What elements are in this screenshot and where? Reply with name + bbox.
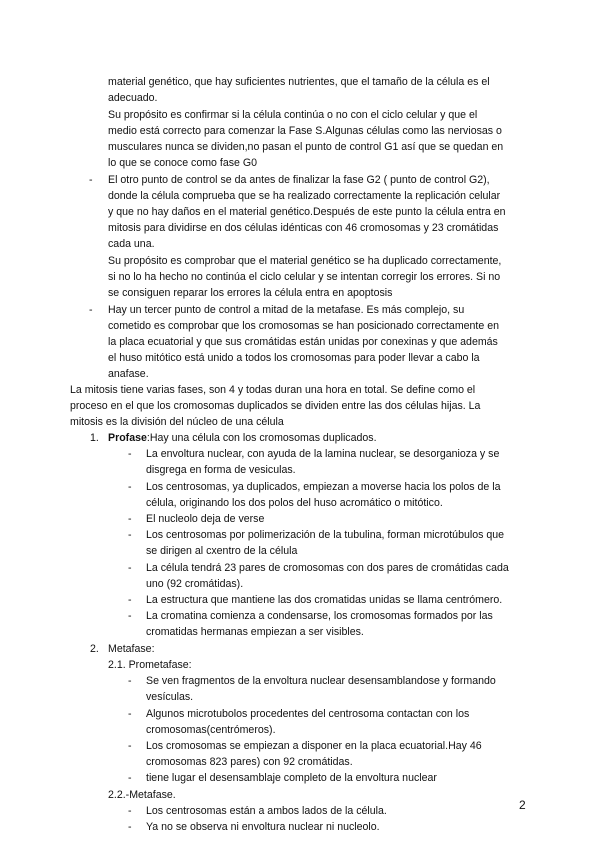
bullet-dash: - [89, 174, 93, 186]
bullet-dash: - [128, 481, 132, 493]
bullet-dash: - [128, 821, 132, 833]
bullet-dash: - [128, 805, 132, 817]
bullet-dash: - [128, 610, 132, 622]
page-number: 2 [519, 798, 526, 812]
intro-line: proceso en el que los cromosomas duplicados se dividen entre las dos células hijas. La [70, 400, 481, 412]
list-item-line: se dirigen al cxentro de la célula [146, 545, 298, 557]
list-item-line: Se ven fragmentos de la envoltura nuclear desensamblandose y formando [146, 675, 496, 687]
list-item-line: La estructura que mantiene las dos cromatidas unidas se llama centrómero. [146, 594, 503, 606]
checkpoint-line: se consiguen reparar los errores la célula entra en apoptosis [108, 287, 393, 299]
list-item-line: vesículas. [146, 691, 194, 703]
list-item-line: Algunos microtubolos procedentes del centrosoma contactan con los [146, 708, 470, 720]
checkpoint-line: el huso mitótico está unido a todos los cromosomas para poder llevar a cabo la [108, 352, 480, 364]
sub-heading: 2.2.-Metafase. [108, 789, 176, 801]
phase-title: Profase [108, 432, 147, 444]
continuation-line: material genético, que hay suficientes nutrientes, que el tamaño de la célula es el [108, 76, 490, 88]
list-item-line: cromosomas 823 pares) con 92 cromátidas. [146, 756, 353, 768]
list-item-line: célula, originando los dos polos del huso acromático o mitótico. [146, 497, 443, 509]
list-item-line: Los cromosomas se empiezan a disponer en la placa ecuatorial.Hay 46 [146, 740, 482, 752]
bullet-dash: - [128, 448, 132, 460]
bullet-dash: - [128, 594, 132, 606]
checkpoint-line: si no lo ha hecho no continúa el ciclo celular y se intentan corregir los errores. Si no [108, 271, 501, 283]
bullet-dash: - [128, 529, 132, 541]
continuation-line: lo que se conoce como fase G0 [108, 157, 257, 169]
list-item-line: La célula tendrá 23 pares de cromosomas con dos pares de cromátidas cada [146, 562, 509, 574]
bullet-dash: - [128, 562, 132, 574]
list-item-line: La cromatina comienza a condensarse, los cromosomas formados por las [146, 610, 493, 622]
checkpoint-line: El otro punto de control se da antes de finalizar la fase G2 ( punto de control G2), [108, 174, 490, 186]
checkpoint-line: cada una. [108, 238, 155, 250]
phase-description: :Hay una célula con los cromosomas duplicados. [146, 432, 377, 444]
list-item-line: Los centrosomas, ya duplicados, empiezan a moverse hacia los polos de la [146, 481, 501, 493]
list-item-line: Ya no se observa ni envoltura nuclear ni nucleolo. [146, 821, 380, 833]
bullet-dash: - [128, 675, 132, 687]
list-item-line: Los centrosomas están a ambos lados de la célula. [146, 805, 387, 817]
phase-heading: Metafase: [108, 643, 155, 655]
bullet-dash: - [128, 772, 132, 784]
sub-heading: 2.1. Prometafase: [108, 659, 192, 671]
checkpoint-line: y que no hay daños en el material genético.Después de este punto la célula entra en [108, 206, 506, 218]
checkpoint-line: anafase. [108, 368, 149, 380]
continuation-line: musculares nunca se dividen,no pasan el punto de control G1 así que se quedan en [108, 141, 504, 153]
phase-heading [108, 430, 377, 446]
checkpoint-line: cometido es comprobar que los cromosomas se han posicionado correctamente en [108, 320, 499, 332]
continuation-line: Su propósito es confirmar si la célula continúa o no con el ciclo celular y que el [108, 109, 478, 121]
list-item-line: tiene lugar el desensamblaje completo de la envoltura nuclear [146, 772, 437, 784]
list-item-line: cromosomas(centrómeros). [146, 724, 276, 736]
list-item-line: uno (92 cromátidas). [146, 578, 244, 590]
checkpoint-line: donde la célula comprueba que se ha realizado correctamente la replicación celular [108, 190, 501, 202]
list-number: 1. [90, 432, 99, 444]
list-item-line: disgrega en forma de vesiculas. [146, 464, 296, 476]
bullet-dash: - [128, 708, 132, 720]
checkpoint-line: Hay un tercer punto de control a mitad de la metafase. Es más complejo, su [108, 304, 465, 316]
continuation-line: medio está correcto para comenzar la Fase S.Algunas células como las nerviosas o [108, 125, 502, 137]
intro-line: La mitosis tiene varias fases, son 4 y todas duran una hora en total. Se define como el [70, 384, 476, 396]
checkpoint-line: Su propósito es comprobar que el material genético se ha duplicado correctamente, [108, 255, 502, 267]
list-item-line: El nucleolo deja de verse [146, 513, 265, 525]
bullet-dash: - [128, 513, 132, 525]
checkpoint-line: mitosis para dividirse en dos células idénticas con 46 cromosomas y 23 cromátidas [108, 222, 499, 234]
list-item-line: La envoltura nuclear, con ayuda de la lamina nuclear, se desorganioza y se [146, 448, 500, 460]
list-item-line: Los centrosomas por polimerización de la tubulina, forman microtúbulos que [146, 529, 505, 541]
continuation-line: adecuado. [108, 92, 158, 104]
bullet-dash: - [89, 304, 93, 316]
list-number: 2. [90, 643, 99, 655]
list-item-line: cromatidas hermanas empiezan a ser visibles. [146, 626, 364, 638]
intro-line: mitosis es la división del núcleo de una célula [70, 416, 284, 428]
checkpoint-line: la placa ecuatorial y que sus cromátidas están unidas por conexinas y que además [108, 336, 498, 348]
bullet-dash: - [128, 740, 132, 752]
